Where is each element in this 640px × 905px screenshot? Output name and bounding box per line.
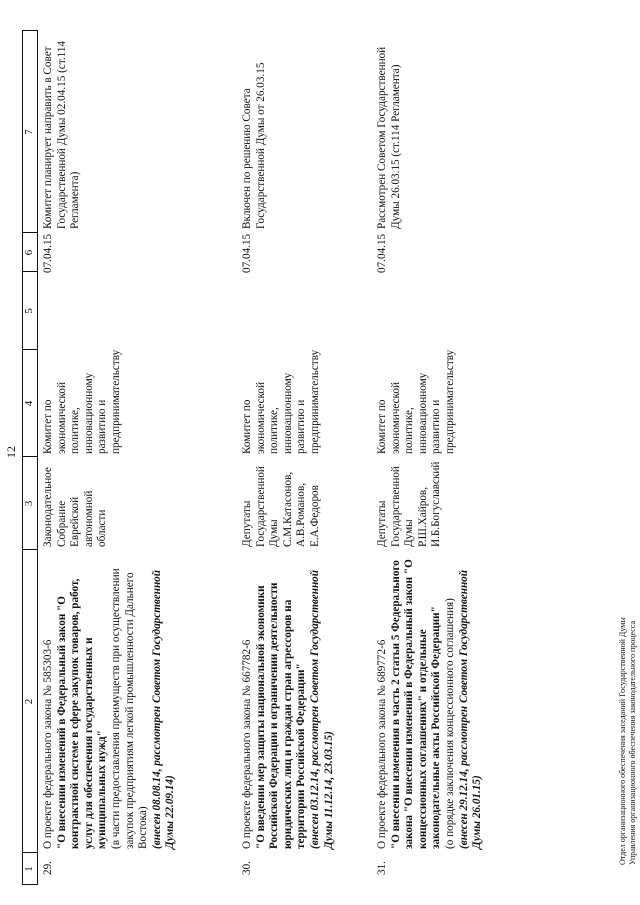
bill-detail: (в части предоставления преимуществ при осуществлении закупок предприятиям легкой промышленности Дальнего Востока)	[109, 568, 150, 849]
bill-description	[376, 554, 485, 849]
header-col-2: 2	[23, 698, 35, 705]
committee: Комитет по экономической политике, инновационному развитию и предпринимательству	[376, 349, 456, 454]
header-col-4: 4	[23, 400, 35, 407]
bill-author: Депутаты Государственной Думы С.М.Катасонов, А.В.Романов, Е.А.Федоров	[241, 466, 321, 547]
bill-author: Законодательное Собрание Еврейской автономной области	[42, 467, 109, 547]
footer-line-2: Управления организационного обеспечения законодательного процесса	[628, 620, 637, 865]
bill-title: О проекте федерального закона № 585303-6	[42, 639, 54, 849]
committee: Комитет по экономической политике, инновационному развитию и предпринимательству	[42, 349, 122, 454]
bill-description	[241, 554, 336, 849]
table-row	[42, 30, 232, 885]
review-date: 07.04.15	[241, 233, 253, 273]
agenda-table	[22, 30, 620, 885]
bill-title: О проекте федерального закона № 689772-6	[376, 639, 388, 849]
committee: Комитет по экономической политике, инновационному развитию и предпринимательству	[241, 349, 321, 454]
row-number: 31.	[376, 861, 388, 875]
header-col-3: 3	[23, 500, 35, 507]
review-date: 07.04.15	[42, 233, 54, 273]
header-col-1: 1	[23, 866, 35, 872]
row-number: 30.	[241, 861, 253, 875]
status: Рассмотрен Советом Государственной Думы 26.03.15 (ст.114 Регламента)	[376, 46, 402, 229]
header-col-7: 7	[23, 129, 35, 135]
bill-name: "О введении мер защиты национальной экономики Российской Федерации и ограничении деятельности юридических лиц и граждан стран агрессоров на территории Российской Федерации"	[254, 582, 308, 849]
status: Комитет планирует направить в Совет Государственной Думы 02.04.15 (ст.114 Регламента)	[42, 40, 82, 229]
bill-name: "О внесении изменений в Федеральный закон "О контрактной системе в сфере закупок товаров, работ, услуг для обеспечения государственных и муниципальных нужд"	[55, 578, 109, 849]
status: Включен по решению Совета Государственной Думы от 26.03.15	[241, 62, 267, 229]
bill-detail: (о порядке заключения концессионного соглашения)	[443, 598, 456, 849]
table-row	[241, 30, 391, 885]
bill-note: (внесен 29.12.14, рассмотрен Советом Государственной Думы 26.01.15)	[457, 570, 484, 849]
review-date: 07.04.15	[376, 233, 388, 273]
bill-note: (внесен 08.08.14, рассмотрен Советом Государственной Думы 22.09.14)	[150, 570, 177, 849]
header-col-5: 5	[23, 308, 35, 314]
bill-name: "О внесении изменения в часть 2 статьи 5 Федерального закона "О внесении изменений в Федеральный закон "О концессионных соглашениях" и отдельные законодательные акты Российской Федерации"	[389, 559, 443, 849]
footer-line-1: Отдел организационного обеспечения заседаний Государственной Думы	[618, 617, 627, 865]
row-number: 29.	[42, 861, 54, 875]
bill-author: Депутаты Государственной Думы Р.Ш.Хайров, И.Б.Богуславский	[376, 461, 443, 547]
bill-note: (внесен 03.12.14, рассмотрен Советом Государственной Думы 11.12.14, 23.03.15)	[308, 570, 335, 849]
table-row	[376, 30, 556, 885]
page-number: 12	[4, 446, 18, 458]
header-col-6: 6	[23, 249, 35, 256]
bill-title: О проекте федерального закона № 667782-6	[241, 639, 253, 849]
bill-description	[42, 554, 178, 849]
header-row	[22, 30, 38, 885]
